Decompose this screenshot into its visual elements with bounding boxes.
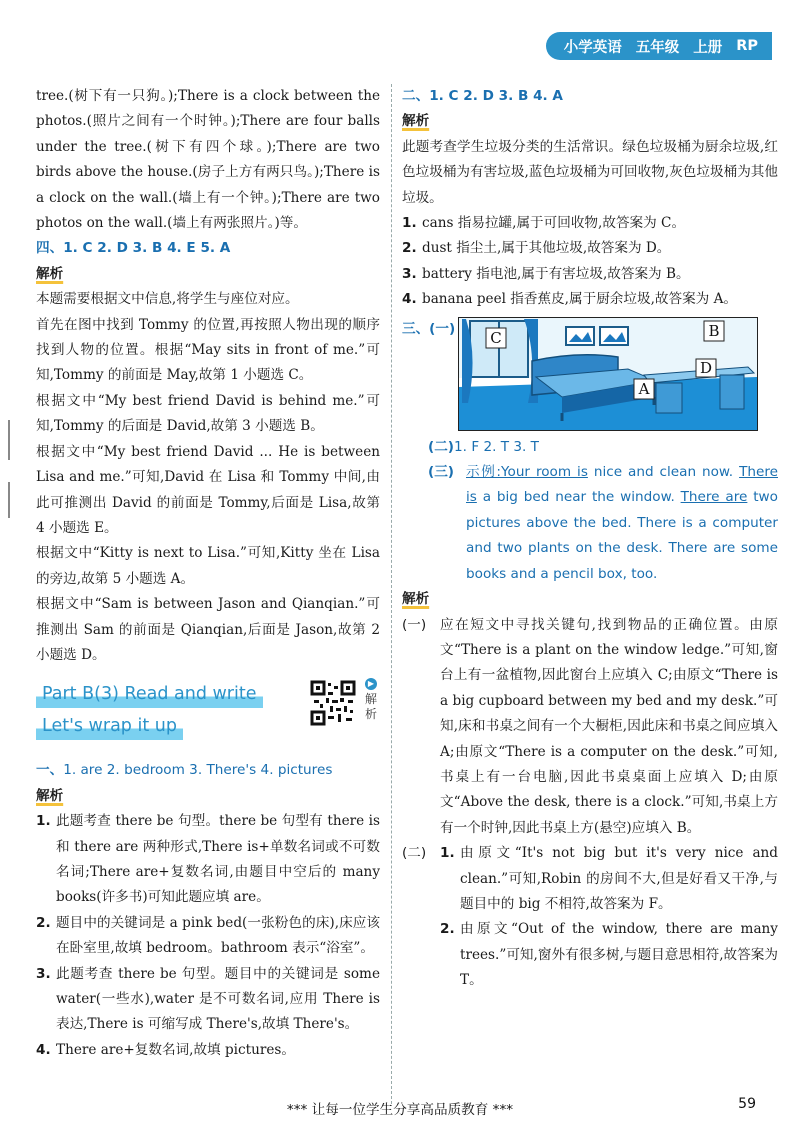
list-item: 1. cans 指易拉罐,属于可回收物,故答案为 C。 — [402, 215, 686, 232]
list-item: 1. 由原文“It's not big but it's very nice and clean.”可知,Robin 的房间不大,但是好看又干净,与题目中的 big 不相符,故答案为 F。 — [440, 845, 778, 912]
list-item: 2. 题目中的关键词是 a pink bed(一张粉色的床),床应该在卧室里,故填 bedroom。bathroom 表示“浴室”。 — [36, 914, 380, 957]
analysis-p4: 根据文中“My best friend David ... He is between Lisa and me.”可知,David 在 Lisa 和 Tommy 中间,由此可推测出 David 的前面是 Tommy,后面是 Lisa,故第 4 小题选 E。 — [36, 443, 380, 536]
analysis-part-2: (二) 1. 由原文“It's not big but it's very nice and clean.”可知,Robin 的房间不大,但是好看又干净,与题目中的 big 不相符,故答案为 F。 2. 由原文“Out of the window, there are many trees.”可知,窗外有很多树,与题目意思相符,故答案为 T。 — [402, 841, 778, 993]
bedroom-image — [458, 317, 758, 431]
section3-3: (三) 示例:Your room is nice and clean now. There is a big bed near the window. There are two pictures above the bed. There is a computer and two plants on the desk. There are some books and a pencil box, too. — [402, 460, 778, 587]
column-divider — [391, 84, 393, 1104]
footer-slogan: *** 让每一位学生分享高品质教育 *** — [286, 1102, 514, 1118]
image-label-c: C — [490, 328, 502, 347]
list-item: 2. 由原文“Out of the window, there are many trees.”可知,窗外有很多树,与题目意思相符,故答案为 T。 — [440, 921, 778, 989]
section1-items — [36, 809, 380, 1063]
intro-paragraph: tree.(树下有一只狗。);There is a clock between the photos.(照片之间有一个时钟。);There are four balls under the tree.(树下有四个球。);There are two birds above the house.(房子上方有两只鸟。);There is a clock on the wall.(墙上有一个钟。);There are two photos on the wall.(墙上有两张照片。)等。 — [36, 88, 380, 232]
right-column — [402, 84, 778, 994]
example-text: 示例:Your room is nice and clean now. There is a big bed near the window. There are two pictures above the bed. There is a computer and two plants on the desk. There are some books and a pencil box, too. — [466, 464, 778, 582]
analysis-p6: 根据文中“Sam is between Jason and Qianqian.”可推测出 Sam 的前面是 Qianqian,后面是 Jason,故第 2 小题选 D。 — [36, 596, 380, 663]
analysis-p5: 根据文中“Kitty is next to Lisa.”可知,Kitty 坐在 Lisa 的旁边,故第 5 小题选 A。 — [36, 545, 380, 587]
analysis-tag: 解析 — [36, 265, 64, 282]
image-label-b: B — [708, 321, 720, 340]
section1-answers: 一、1. are 2. bedroom 3. There's 4. pictures — [36, 762, 333, 779]
header-volume: 上册 — [693, 39, 723, 56]
banner-title-1: Part B(3) Read and write — [36, 682, 263, 707]
play-icon: ▶ — [365, 678, 377, 690]
list-item: 4. There are+复数名词,故填 pictures。 — [36, 1041, 295, 1058]
edge-mark — [8, 420, 10, 460]
section3-2-answers: (二)1. F 2. T 3. T — [428, 438, 539, 455]
image-label-d: D — [699, 358, 713, 377]
banner-title-2: Let's wrap it up — [36, 714, 183, 739]
header-tab — [546, 32, 772, 60]
section2-answers: 二、1. C 2. D 3. B 4. A — [402, 88, 563, 104]
section3-head: 三、(一) — [402, 320, 456, 337]
qr-code-icon[interactable] — [310, 680, 356, 726]
list-item: 1. 此题考查 there be 句型。there be 句型有 there is 和 there are 两种形式,There is+单数名词或不可数名词;There are+复数名词,由题目中空后的 many books(许多书)可知此题应填 are。 — [36, 813, 380, 906]
section4-answers: 四、1. C 2. D 3. B 4. E 5. A — [36, 240, 231, 257]
section3-row — [402, 317, 778, 431]
list-item: 3. battery 指电池,属于有害垃圾,故答案为 B。 — [402, 265, 690, 282]
page-number: 59 — [738, 1096, 756, 1112]
qr-label: ▶ 解析 — [364, 679, 377, 722]
analysis-p1: 本题需要根据文中信息,将学生与座位对应。 — [36, 291, 299, 308]
list-item: 3. 此题考查 there be 句型。题目中的关键词是 some water(一些水),water 是不可数名词,应用 There is 表达,There is 可缩写成 There's,故填 There's。 — [36, 965, 380, 1033]
analysis-tag: 解析 — [36, 787, 64, 804]
header-edition: RP — [736, 38, 758, 54]
analysis-tag: 解析 — [402, 113, 430, 130]
edge-mark — [8, 482, 10, 518]
analysis-p2: 首先在图中找到 Tommy 的位置,再按照人物出现的顺序找到人物的位置。根据“May sits in front of me.”可知,Tommy 的前面是 May,故第 1 小题选 C。 — [36, 316, 380, 384]
analysis-part-1: (一) 应在短文中寻找关键句,找到物品的正确位置。由原文“There is a plant on the window ledge.”可知,窗台上有一盆植物,因此窗台上应填入 C;由原文“There is a big cupboard between my bed and my desk.”可知,床和书桌之间有一个大橱柜,因此床和书桌之间应填入 A;由原文“There is a computer on the desk.”可知,书桌上有一台电脑,因此书桌桌面上应填入 D;由原文“Above the desk, there is a clock.”可知,书桌上方有一个时钟,因此书桌上方(悬空)应填入 B。 — [402, 616, 778, 836]
analysis-p3: 根据文中“My best friend David is behind me.”可知,Tommy 的后面是 David,故第 3 小题选 B。 — [36, 392, 380, 435]
list-item: 2. dust 指尘土,属于其他垃圾,故答案为 D。 — [402, 240, 671, 257]
header-grade: 五年级 — [635, 39, 680, 56]
header-subject: 小学英语 — [563, 39, 622, 56]
list-item: 4. banana peel 指香蕉皮,属于厨余垃圾,故答案为 A。 — [402, 291, 737, 308]
image-label-a: A — [638, 379, 650, 398]
analysis-tag: 解析 — [402, 591, 430, 608]
analysis-p1: 此题考查学生垃圾分类的生活常识。绿色垃圾桶为厨余垃圾,红色垃圾桶为有害垃圾,蓝色垃圾桶为可回收物,灰色垃圾桶为其他垃圾。 — [402, 138, 778, 206]
left-column — [36, 84, 380, 1063]
part-banner — [36, 676, 380, 752]
